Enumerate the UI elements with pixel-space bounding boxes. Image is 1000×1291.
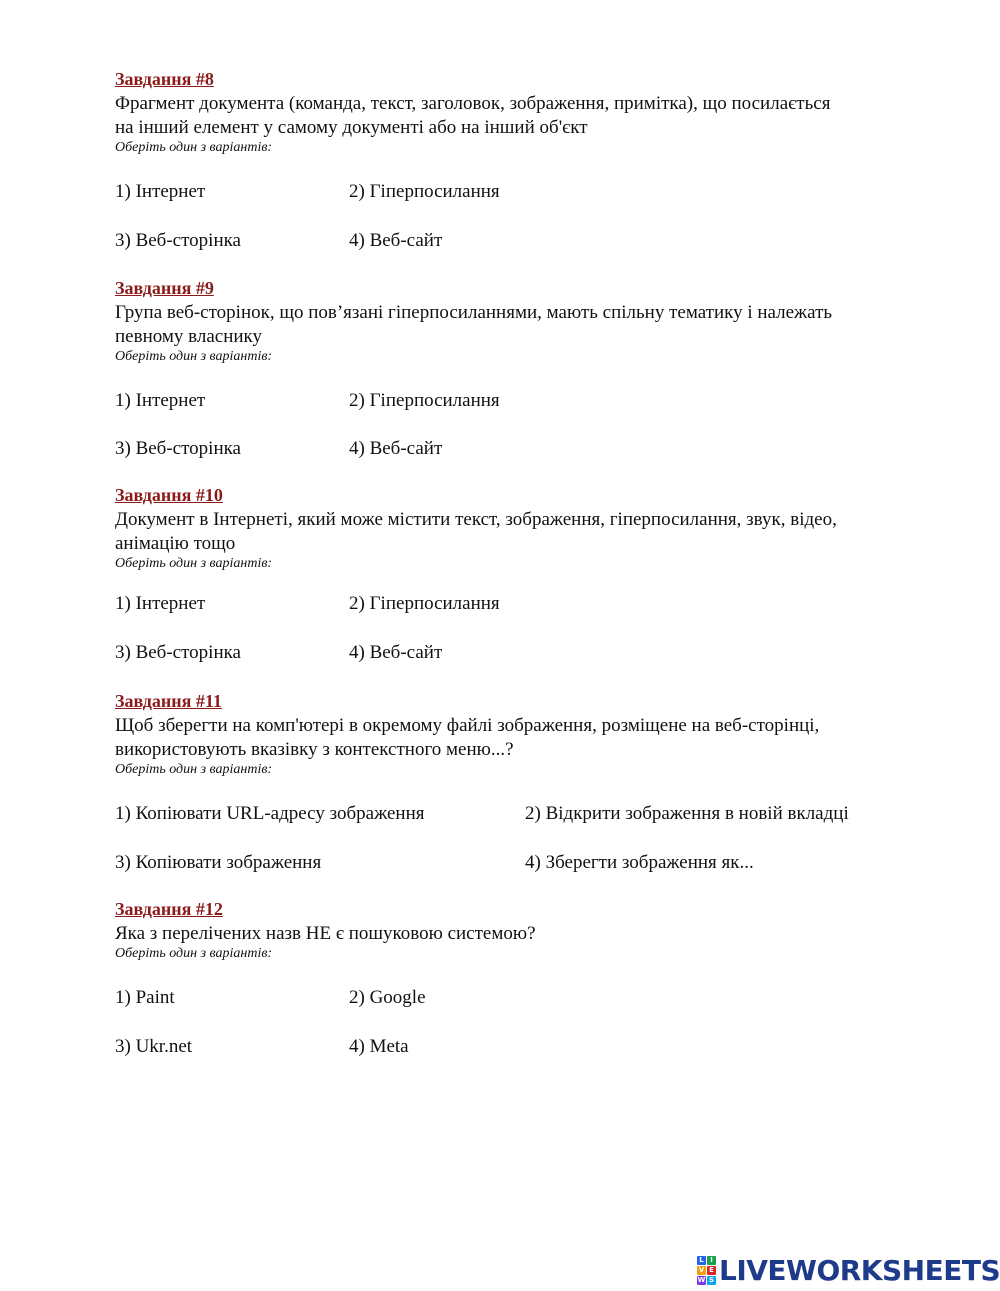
option-4[interactable]: 4) Веб-сайт — [349, 230, 443, 251]
option-2[interactable]: 2) Гіперпосилання — [349, 593, 500, 614]
task-hint: Оберіть один з варіантів: — [115, 349, 273, 364]
task-title: Завдання #8 — [115, 69, 214, 89]
task-question — [115, 301, 945, 349]
task-question — [115, 714, 945, 762]
logo-mark-cell: L — [697, 1256, 706, 1265]
option-1[interactable]: 1) Інтернет — [115, 593, 206, 614]
task-question — [115, 508, 945, 556]
task-10 — [115, 484, 945, 663]
option-3[interactable]: 3) Ukr.net — [115, 1036, 193, 1057]
task-hint: Оберіть один з варіантів: — [115, 556, 273, 571]
option-4[interactable]: 4) Веб-сайт — [349, 438, 443, 459]
option-3[interactable]: 3) Копіювати зображення — [115, 852, 322, 873]
task-title: Завдання #11 — [115, 691, 222, 711]
task-hint: Оберіть один з варіантів: — [115, 762, 273, 777]
task-title: Завдання #12 — [115, 899, 223, 919]
option-2[interactable]: 2) Гіперпосилання — [349, 390, 500, 411]
option-3[interactable]: 3) Веб-сторінка — [115, 230, 241, 251]
question-line: анімацію тощо — [115, 533, 236, 554]
logo-mark-cell: E — [707, 1266, 716, 1275]
task-9 — [115, 277, 945, 459]
task-title: Завдання #9 — [115, 278, 214, 298]
question-line: Фрагмент документа (команда, текст, заголовок, зображення, примітка), що посилається — [115, 93, 831, 114]
liveworksheets-logo — [697, 1255, 1000, 1285]
logo-mark-cell: V — [698, 1265, 705, 1274]
question-line: Яка з перелічених назв НЕ є пошуковою системою? — [115, 923, 536, 944]
option-4[interactable]: 4) Веб-сайт — [349, 642, 443, 663]
task-8 — [115, 68, 945, 251]
option-2[interactable]: 2) Google — [349, 987, 426, 1008]
question-line: Група веб-сторінок, що пов’язані гіперпосиланнями, мають спільну тематику і належать — [115, 302, 833, 323]
question-line: Щоб зберегти на комп'ютері в окремому файлі зображення, розміщене на веб-сторінці, — [115, 715, 820, 736]
logo-mark-cell: S — [708, 1275, 715, 1284]
logo-mark-cell: W — [697, 1275, 706, 1284]
question-line: використовують вказівку з контекстного меню...? — [115, 739, 514, 760]
option-4[interactable]: 4) Зберегти зображення як... — [525, 852, 754, 873]
option-1[interactable]: 1) Інтернет — [115, 181, 206, 202]
option-3[interactable]: 3) Веб-сторінка — [115, 438, 241, 459]
option-4[interactable]: 4) Meta — [349, 1036, 409, 1057]
task-hint: Оберіть один з варіантів: — [115, 140, 273, 155]
task-12 — [115, 898, 945, 1057]
question-line: на інший елемент у самому документі або на інший об'єкт — [115, 117, 588, 138]
option-1[interactable]: 1) Копіювати URL-адресу зображення — [115, 803, 425, 824]
option-1[interactable]: 1) Інтернет — [115, 390, 206, 411]
option-2[interactable]: 2) Відкрити зображення в новій вкладці — [525, 803, 849, 824]
task-question — [115, 922, 945, 946]
task-11 — [115, 690, 945, 873]
option-3[interactable]: 3) Веб-сторінка — [115, 642, 241, 663]
logo-mark-icon — [697, 1256, 716, 1285]
task-question — [115, 92, 945, 140]
question-line: певному власнику — [115, 326, 263, 347]
logo-text: LIVEWORKSHEETS — [719, 1253, 1000, 1287]
task-title: Завдання #10 — [115, 485, 223, 505]
question-line: Документ в Інтернеті, який може містити текст, зображення, гіперпосилання, звук, відео, — [115, 509, 837, 530]
logo-mark-cell: I — [707, 1256, 716, 1265]
task-hint: Оберіть один з варіантів: — [115, 946, 273, 961]
option-2[interactable]: 2) Гіперпосилання — [349, 181, 500, 202]
option-1[interactable]: 1) Paint — [115, 987, 175, 1008]
